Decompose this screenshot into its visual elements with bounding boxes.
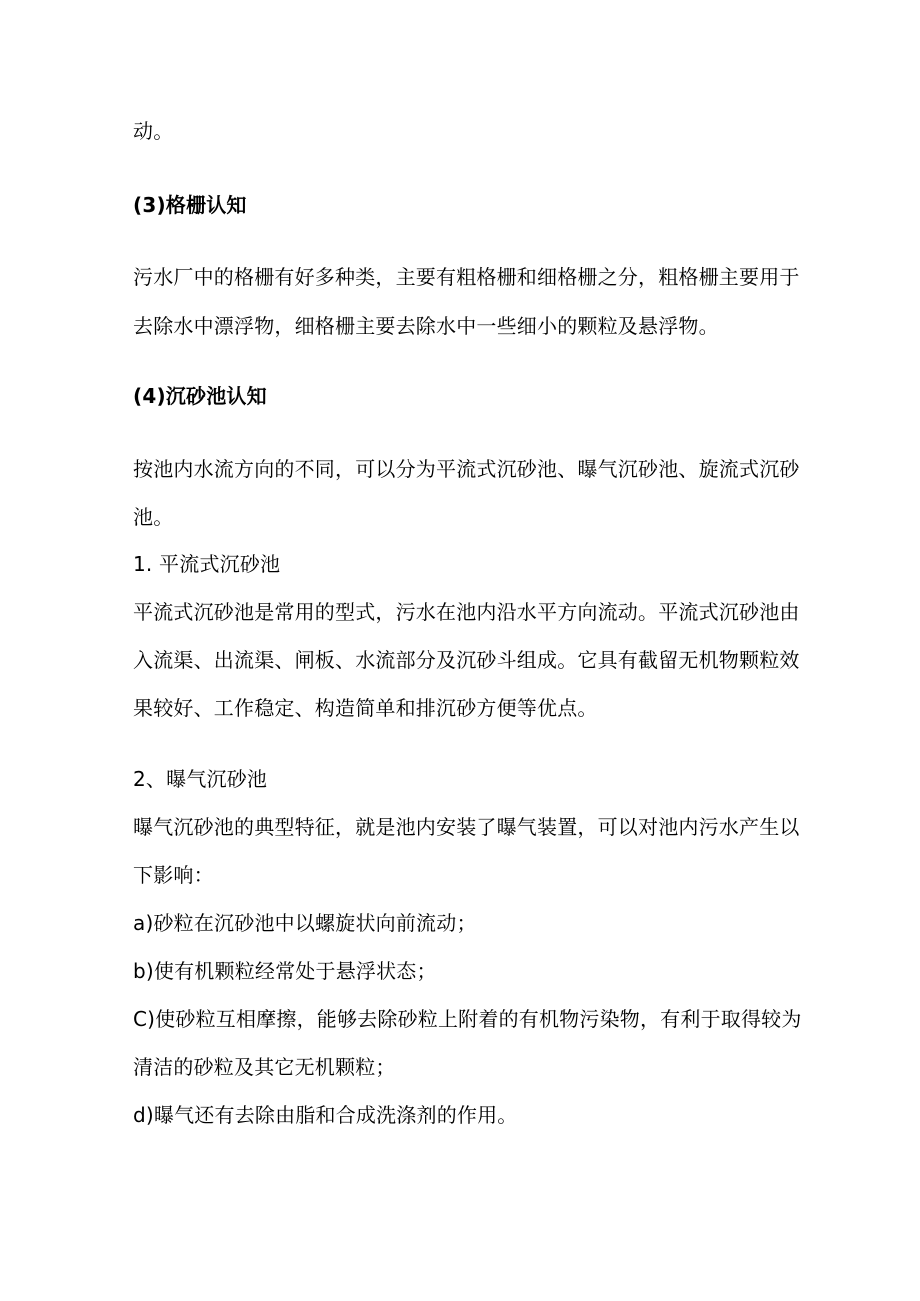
- paragraph-line: 按池内水流方向的不同，可以分为平流式沉砂池、曝气沉砂池、旋流式沉砂: [133, 457, 800, 481]
- paragraph-line: 果较好、工作稳定、构造简单和排沉砂方便等优点。: [133, 696, 598, 720]
- list-item-c-continuation: 清洁的砂粒及其它无机颗粒；: [133, 1055, 396, 1079]
- paragraph-line: 池。: [133, 505, 174, 529]
- list-item-a: a)砂粒在沉砂池中以螺旋状向前流动；: [133, 911, 477, 935]
- section-heading-grille: (3)格栅认知: [133, 193, 247, 217]
- list-item-c: C)使砂粒互相摩擦，能够去除砂粒上附着的有机物污染物，有利于取得较为: [133, 1007, 802, 1031]
- paragraph-continuation: 动。: [133, 119, 174, 143]
- paragraph-line: 入流渠、出流渠、闸板、水流部分及沉砂斗组成。它具有截留无机物颗粒效: [133, 648, 800, 672]
- subheading-horizontal-grit-chamber: 1. 平流式沉砂池: [133, 552, 281, 576]
- subheading-aerated-grit-chamber: 2、曝气沉砂池: [133, 767, 268, 791]
- list-item-d: d)曝气还有去除由脂和合成洗涤剂的作用。: [133, 1103, 518, 1127]
- paragraph-line: 平流式沉砂池是常用的型式，污水在池内沿水平方向流动。平流式沉砂池由: [133, 600, 800, 624]
- paragraph-line: 去除水中漂浮物，细格栅主要去除水中一些细小的颗粒及悬浮物。: [133, 314, 719, 338]
- section-heading-grit-chamber: (4)沉砂池认知: [133, 384, 267, 408]
- list-item-b: b)使有机颗粒经常处于悬浮状态；: [133, 959, 437, 983]
- paragraph-line: 曝气沉砂池的典型特征，就是池内安装了曝气装置，可以对池内污水产生以: [133, 815, 800, 839]
- paragraph-line: 下影响：: [133, 863, 214, 887]
- paragraph-line: 污水厂中的格栅有好多种类，主要有粗格栅和细格栅之分，粗格栅主要用于: [133, 265, 800, 289]
